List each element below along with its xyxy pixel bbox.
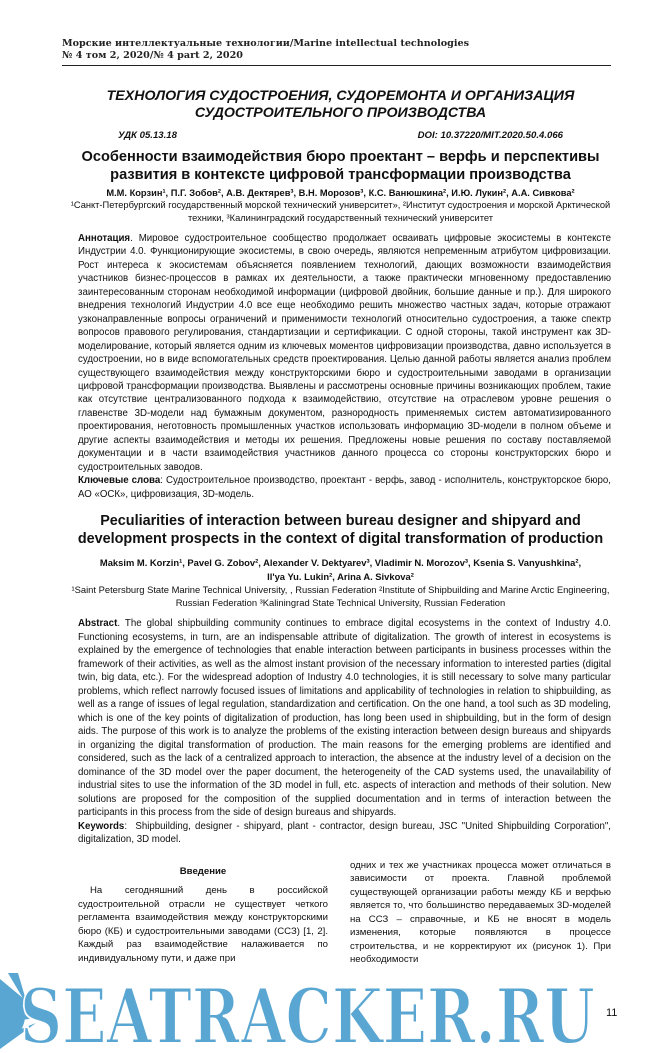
udk-doi-line	[118, 130, 563, 142]
abstract-text-ru: Мировое судостроительное сообщество продолжает осваивать цифровые экосистемы в контексте Индустрии 4.0. Функционирующие экосистемы, в свою очередь, являются непременным атрибутом цифровизации. Рост интереса к экосистемам объясняется появлением технологий, дающих возможности взаимодействия участников бизнес-процессов в рамках их деятельности, а также практически мгновенному предоставлению заинтересованным сторонам необходимой информации (цифровой двойник, большие данные и пр.). Для широкого внедрения технологий Индустрии 4.0 все еще необходимо решить множество частных задач, которые отражают узконаправленные вопросы ограничений и применимости технологий относительно судостроения, а также спектр вопросов правового регулирования, стандартизации и сертификации. С одной стороны, такой инструмент как 3D-моделирование, который является одним из ключевых моментов цифровизации производства, давно используется в судостроении, но в виде вспомогательных средств проектирования. Целью данной работы является анализ проблем существующего взаимодействия между конструкторскими бюро и судостроительными заводами в организации цифровой трансформации производства. Выявлены и рассмотрены основные причины возникающих проблем, такие как отсутствие централизованного подхода к взаимодействию, отсутствие на отраслевом уровне решения о главенстве 3D-модели над бумажным документом, разнородность применяемых систем автоматизированного проектирования, неготовность промышленных участков использовать информацию 3D-модели в полном объеме и другие аспекты взаимодействия и методы их решения. Предложены новые решения по составу поставляемой документации и в части взаимодействия участников данного процесса со стороны конструкторских бюро и судостроительных заводов.	[78, 233, 611, 473]
abstract-en: Abstract. The global shipbuilding community continues to embrace digital ecosystems in the context of Industry 4.0. Functioning ecosystems, in turn, are an indispensable attribute of digitalization. The growth of interest in ecosystems is explained by the emergence of technologies that enable interaction between participants in business processes within the framework of their activities, as well as the almost instant provision of the necessary information to interested parties (digital twin, big data, etc.). For the widespread adoption of Industry 4.0 technologies, it is still necessary to solve many particular problems, which reflect narrowly focused issues of limitations and applicability of technologies in relation to shipbuilding, as well as a range of issues of legal regulation, standardization and certification. On the one hand, a tool such as 3D modeling, which is one of the key points of digitalization of production, has long been used in shipbuilding, but in the form of design aids. The purpose of this work is to analyze the problems of the existing interaction between design bureaus and shipyards in organizing the digital transformation of production. The main reasons for the emerging problems are identified and considered, such as the lack of a centralized approach to interaction, the absence at the industry level of a decision on the dominance of the 3D model over the paper document, the heterogeneity of the CAD systems used, the unavailability of industrial sites to use the information of the 3D model in full, etc. aspects of interaction and methods of their solution. New solutions are proposed for the composition of the supplied documentation and in terms of interaction between the participants in this process from the side of design bureaus and shipyards.	[78, 618, 611, 819]
affiliations-en: ¹Saint Petersburg State Marine Technical University, , Russian Federation ²Institute of Shipbuilding and Marine Arctic Engineering, Russian Federation ³Kaliningrad State Technical University, Russian Federation	[71, 584, 610, 609]
watermark-logo	[0, 973, 600, 1053]
intro-right-column: одних и тех же участниках процесса может отличаться в зависимости от проекта. Главной проблемой существующей организации работы между КБ и верфью является то, что большинство передаваемых 3D-моделей на ССЗ – справочные, и КБ не вносят в модель изменения, которые появляются в процессе строительства, и не корректируют их (рисунок 1). При необходимости	[350, 859, 611, 966]
abstract-ru: Аннотация. Мировое судостроительное сообщество продолжает осваивать цифровые экосистемы в контексте Индустрии 4.0. Функционирующие экосистемы, в свою очередь, являются непременным атрибутом цифровизации. Рост интереса к экосистемам объясняется появлением технологий, дающих возможности взаимодействия участников бизнес-процессов в рамках их деятельности, а также практически мгновенному предоставлению заинтересованным сторонам необходимой информации (цифровой двойник, большие данные и пр.). Для широкого внедрения технологий Индустрии 4.0 все еще необходимо решить множество частных задач, которые отражают узконаправленные вопросы ограничений и применимости технологий относительно судостроения, а также спектр вопросов правового регулирования, стандартизации и сертификации. С одной стороны, такой инструмент как 3D-моделирование, который является одним из ключевых моментов цифровизации производства, давно используется в судостроении, но в виде вспомогательных средств проектирования. Целью данной работы является анализ проблем существующего взаимодействия между конструкторскими бюро и судостроительными заводами в организации цифровой трансформации производства. Выявлены и рассмотрены основные причины возникающих проблем, такие как отсутствие централизованного подхода к взаимодействию, отсутствие на отраслевом уровне решения о главенстве 3D-модели над бумажным документом, разнородность применяемых систем автоматизированного проектирования, неготовность промышленных участков использовать информацию 3D-модели в полном объеме и другие аспекты взаимодействия и методы их решения. Предложены новые решения по составу поставляемой документации и в части взаимодействия участников данного процесса со стороны конструкторских бюро и судостроительных заводов.	[78, 233, 611, 473]
keywords-label-en: Keywords	[78, 820, 125, 832]
keywords-label-ru: Ключевые слова	[78, 475, 161, 487]
section-title: ТЕХНОЛОГИЯ СУДОСТРОЕНИЯ, СУДОРЕМОНТА И ОРГАНИЗАЦИЯ СУДОСТРОИТЕЛЬНОГО ПРОИЗВОДСТВА	[106, 88, 575, 121]
article-title-ru: Особенности взаимодействия бюро проектант – верфь и перспективы развития в контексте цифровой трансформации производства	[81, 149, 600, 183]
article-title-en: Peculiarities of interaction between bureau designer and shipyard and development prospects in the context of digital transformation of production	[77, 513, 604, 547]
abstract-label-en: Abstract	[78, 618, 118, 630]
authors-ru: М.М. Корзин¹, П.Г. Зобов², А.В. Дектярев³, В.Н. Морозов³, К.С. Ванюшкина², И.Ю. Лукин², А.А. Сивкова²	[106, 188, 575, 198]
issue-info: № 4 том 2, 2020/№ 4 part 2, 2020	[62, 50, 243, 61]
intro-heading: Введение	[179, 865, 227, 877]
authors-en: Maksim M. Korzin¹, Pavel G. Zobov², Alexander V. Dektyarev³, Vladimir N. Morozov³, Ksenia S. Vanyushkina², Il'ya Yu. Lukin², Arina A. Sivkova²	[99, 557, 582, 582]
intro-left-column: На сегодняшний день в российской судостроительной отрасли не существует четкого регламента взаимодействия между конструкторскими бюро (КБ) и судостроительными заводами (ССЗ) [1, 2]. Каждый раз взаимодействие налаживается по индивидуальному пути, и даже при	[78, 885, 328, 964]
doi: DOI: 10.37220/MIT.2020.50.4.066	[417, 130, 563, 141]
keywords-text-ru: Судостроительное производство, проектант - верфь, завод - исполнитель, конструкторское бюро, АО «ОСК», цифровизация, 3D-модель.	[78, 475, 611, 500]
journal-name: Морские интеллектуальные технологии/Marine intellectual technologies	[62, 38, 470, 49]
page-footer	[0, 973, 669, 1053]
body-columns	[78, 859, 611, 967]
affiliations-ru: ¹Санкт-Петербургский государственный морской технический университет», ²Институт судостроения и морской Арктической техники, ³Калининградский государственный технический университет	[70, 200, 611, 223]
right-column	[350, 859, 611, 967]
keywords-en: Keywords: Shipbuilding, designer - shipyard, plant - contractor, design bureau, JSC "United Shipbuilding Corporation", digitalization, 3D model.	[78, 820, 611, 846]
running-header	[62, 38, 611, 66]
keywords-ru: Ключевые слова: Судостроительное производство, проектант - верфь, завод - исполнитель, конструкторское бюро, АО «ОСК», цифровизация, 3D-модель.	[78, 475, 611, 500]
abstract-text-en: The global shipbuilding community continues to embrace digital ecosystems in the context of Industry 4.0. Functioning ecosystems, in turn, are an indispensable attribute of digitalization. The growth of interest in ecosystems is explained by the emergence of technologies that enable interaction between participants in business processes within the framework of their activities, as well as the almost instant provision of the necessary information to interested parties (digital twin, big data, etc.). For the widespread adoption of Industry 4.0 technologies, it is still necessary to solve many particular problems, which reflect narrowly focused issues of limitations and applicability of technologies in relation to shipbuilding, as well as a range of issues of legal regulation, standardization and certification. On the one hand, a tool such as 3D modeling, which is one of the key points of digitalization of production, has long been used in shipbuilding, but in the form of design aids. The purpose of this work is to analyze the problems of the existing interaction between design bureaus and shipyards in organizing the digital transformation of production. The main reasons for the emerging problems are identified and considered, such as the lack of a centralized approach to interaction, the absence at the industry level of a decision on the dominance of the 3D model over the paper document, the heterogeneity of the CAD systems used, the unavailability of industrial sites to use the information of the 3D model in full, etc. aspects of interaction and methods of their solution. New solutions are proposed for the composition of the supplied documentation and in terms of interaction between the participants in this process from the side of design bureaus and shipyards.	[78, 618, 611, 819]
page-number: 11	[606, 1006, 618, 1019]
keywords-text-en: Shipbuilding, designer - shipyard, plant - contractor, design bureau, JSC "United Shipbuilding Corporation", digitalization, 3D model.	[78, 820, 611, 846]
left-column	[78, 859, 328, 967]
udk: УДК 05.13.18	[118, 130, 177, 141]
watermark-text: SEATRACKER.RU	[20, 972, 595, 1053]
abstract-label-ru: Аннотация	[78, 233, 131, 244]
